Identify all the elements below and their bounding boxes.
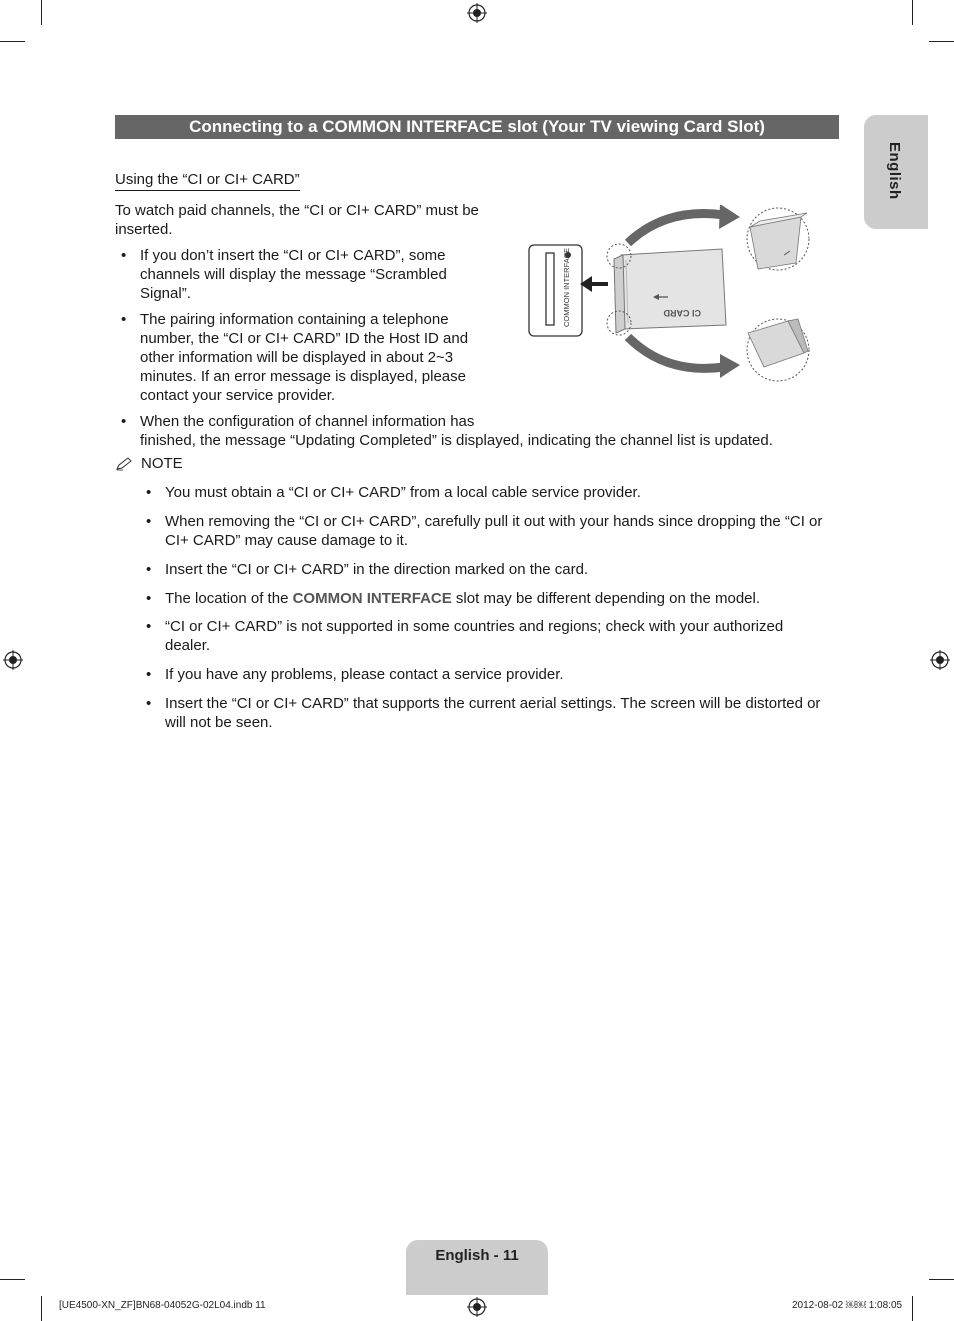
- bullet-icon: •: [146, 618, 152, 635]
- ci-card-icon: [607, 244, 726, 335]
- section-header: [115, 115, 839, 139]
- list-item: [121, 310, 469, 405]
- card-edge-detail-icon: [747, 319, 809, 381]
- page-number-tab: [406, 1240, 548, 1295]
- list-item-line: minutes. If an error message is displayed, please: [140, 368, 466, 385]
- note-text: The location of the: [165, 590, 293, 607]
- crop-mark: [929, 41, 954, 42]
- crop-mark: [41, 1296, 42, 1321]
- insert-arrow-icon: [580, 276, 608, 292]
- language-tab-label: English: [886, 142, 903, 200]
- list-item-line: contact your service provider.: [140, 387, 336, 404]
- list-item-line: finished, the message “Updating Completed” is displayed, indicating the channel list is updated.: [140, 432, 773, 449]
- language-tab: [864, 115, 928, 229]
- note-item: [146, 483, 641, 502]
- bullet-icon: •: [146, 484, 152, 501]
- list-item-line: other information will be displayed in about 2~3: [140, 349, 454, 366]
- print-slug-left: [UE4500-XN_ZF]BN68-04052G-02L04.indb 11: [59, 1300, 266, 1311]
- bullet-icon: •: [146, 561, 152, 578]
- bullet-icon: •: [146, 513, 152, 530]
- registration-mark-icon: [467, 1297, 487, 1317]
- note-item: [146, 617, 784, 655]
- note-item: [146, 694, 821, 732]
- note-text: slot may be different depending on the model.: [451, 590, 761, 607]
- card-edge-detail-icon: [747, 208, 809, 270]
- bullet-icon: •: [121, 413, 127, 430]
- bullet-icon: •: [121, 311, 127, 328]
- bullet-icon: •: [146, 590, 152, 607]
- curved-arrow-icon: [628, 337, 740, 378]
- note-item-line: will not be seen.: [165, 714, 273, 731]
- registration-mark-icon: [3, 650, 23, 670]
- note-item-line: CI+ CARD” may cause damage to it.: [165, 532, 409, 549]
- curved-arrow-icon: [628, 205, 740, 243]
- bullet-icon: •: [146, 695, 152, 712]
- common-interface-slot-icon: [529, 245, 582, 336]
- crop-mark: [0, 1279, 25, 1280]
- pencil-note-icon: [115, 457, 133, 471]
- list-item-line: The pairing information containing a telephone: [140, 311, 449, 328]
- list-item-line: When the configuration of channel information has: [140, 413, 475, 430]
- intro-line: inserted.: [115, 221, 173, 238]
- ci-card-insertion-figure: [526, 205, 816, 385]
- common-interface-highlight: COMMON INTERFACE: [292, 590, 452, 607]
- registration-mark-icon: [930, 650, 950, 670]
- note-item-line: You must obtain a “CI or CI+ CARD” from a local cable service provider.: [165, 484, 641, 501]
- bullet-icon: •: [121, 247, 127, 264]
- note-item-line: If you have any problems, please contact a service provider.: [165, 666, 564, 683]
- crop-mark: [912, 1296, 913, 1321]
- note-heading: [115, 455, 183, 472]
- intro-line: To watch paid channels, the “CI or CI+ CARD” must be: [115, 202, 479, 219]
- note-item: [146, 665, 564, 684]
- note-item: [146, 589, 761, 608]
- note-item-line: dealer.: [165, 637, 211, 654]
- list-item-line: Signal”.: [140, 285, 191, 302]
- intro-paragraph: [115, 201, 479, 239]
- list-item-line: number, the “CI or CI+ CARD” ID the Host ID and: [140, 330, 469, 347]
- slot-label: COMMON INTERFACE: [562, 247, 571, 327]
- note-item-line: Insert the “CI or CI+ CARD” in the direction marked on the card.: [165, 561, 589, 578]
- note-item: [146, 560, 589, 579]
- list-item: [121, 246, 447, 303]
- registration-mark-icon: [467, 3, 487, 23]
- note-item-line: “CI or CI+ CARD” is not supported in some countries and regions; check with your authorized: [165, 618, 784, 635]
- note-item-line: [165, 589, 760, 608]
- note-item: [146, 512, 823, 550]
- crop-mark: [0, 41, 25, 42]
- list-item-line: channels will display the message “Scrambled: [140, 266, 447, 283]
- note-item-line: Insert the “CI or CI+ CARD” that supports the current aerial settings. The screen will be distorted or: [165, 695, 821, 712]
- note-item-line: When removing the “CI or CI+ CARD”, carefully pull it out with your hands since dropping the “CI or: [165, 513, 823, 530]
- section-header-title: Connecting to a COMMON INTERFACE slot (Your TV viewing Card Slot): [189, 117, 765, 136]
- page-number: English - 11: [435, 1247, 519, 1264]
- bullet-icon: •: [146, 666, 152, 683]
- crop-mark: [41, 0, 42, 25]
- crop-mark: [912, 0, 913, 25]
- print-slug-right: 2012-08-02 ￼￼ 1:08:05: [792, 1300, 903, 1311]
- crop-mark: [929, 1279, 954, 1280]
- list-item: [121, 412, 773, 450]
- note-label: NOTE: [141, 455, 183, 472]
- subsection-title: Using the “CI or CI+ CARD”: [115, 171, 300, 191]
- card-label: CI CARD: [663, 308, 701, 318]
- list-item-line: If you don’t insert the “CI or CI+ CARD”, some: [140, 247, 446, 264]
